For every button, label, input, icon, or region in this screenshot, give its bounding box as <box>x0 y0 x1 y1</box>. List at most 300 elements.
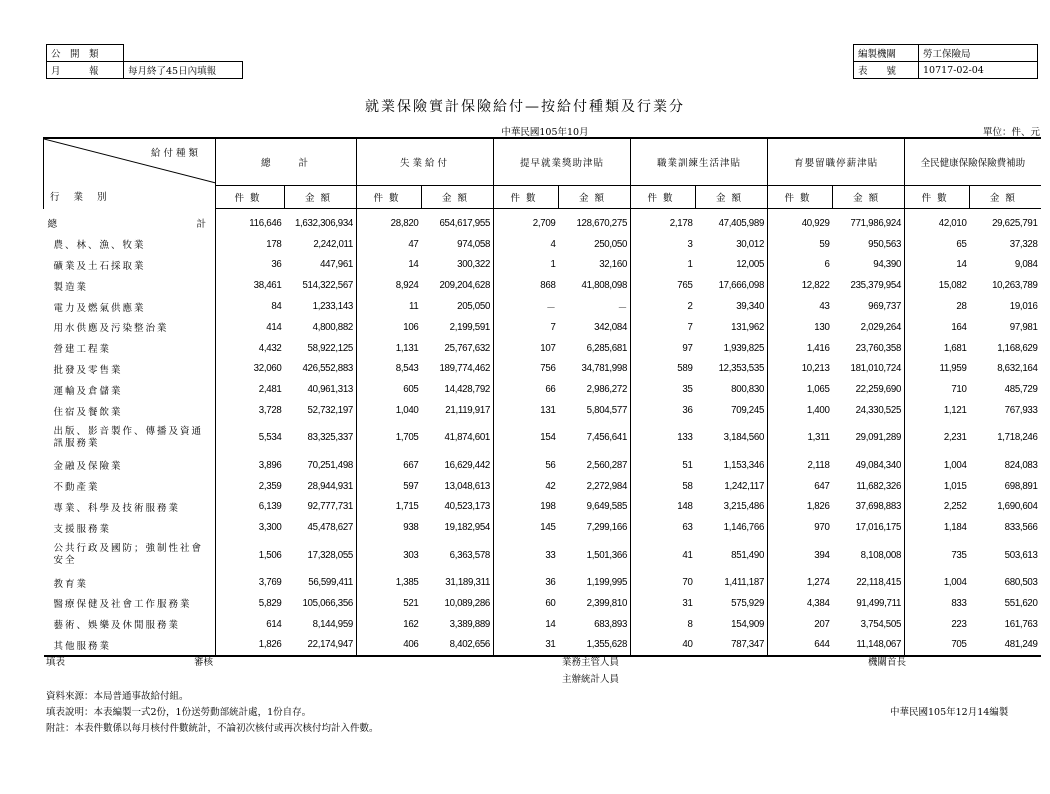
amount-cell: 47,405,989 <box>718 217 765 229</box>
amount-cell: 3,215,486 <box>723 501 765 513</box>
amount-cell: 342,084 <box>594 321 628 333</box>
amount-cell: 58,922,125 <box>307 342 354 354</box>
footer-statistician: 主辦統計人員 <box>562 674 620 685</box>
count-cell: 40,929 <box>768 209 833 234</box>
sub-header-count: 件數 <box>768 186 833 209</box>
count-cell: 145 <box>494 517 559 538</box>
amount-cell: 25,767,632 <box>444 342 491 354</box>
footer-notes: 填表說明：本表編製一式2份，1份送勞動部統計處，1份自存。 <box>46 707 312 718</box>
amount-cell: 12,353,535 <box>718 363 765 375</box>
amount-cell: 851,490 <box>731 549 765 561</box>
table-row <box>44 572 1041 593</box>
count-cell: 2,709 <box>494 209 559 234</box>
amount-cell: 2,986,272 <box>586 384 628 396</box>
table-row <box>44 209 1041 234</box>
count-cell: 10,213 <box>768 359 833 380</box>
amount-cell: 235,379,954 <box>850 280 902 292</box>
amount-cell: 2,029,264 <box>860 321 902 333</box>
count-cell: 710 <box>905 379 970 400</box>
industry-name: 住宿及餐飲業 <box>53 406 123 418</box>
amount-cell: 41,874,601 <box>444 432 491 444</box>
amount-cell: 833,566 <box>1004 522 1038 534</box>
amount-cell: 94,390 <box>873 259 902 271</box>
industry-name: 支援服務業 <box>53 523 112 535</box>
amount-cell: 37,698,883 <box>855 501 902 513</box>
header-right-label-1: 編製機關 <box>854 45 919 62</box>
count-cell: 47 <box>357 234 422 255</box>
count-cell: 394 <box>768 538 833 572</box>
count-cell: 36 <box>216 255 285 276</box>
count-cell: 60 <box>494 593 559 614</box>
count-cell: 11,959 <box>905 359 970 380</box>
industry-name: 營建工程業 <box>53 344 112 356</box>
amount-cell: 17,328,055 <box>307 549 354 561</box>
count-cell: 31 <box>494 635 559 657</box>
amount-cell: 485,729 <box>1004 384 1038 396</box>
benefit-table <box>43 137 1041 657</box>
count-cell: 42,010 <box>905 209 970 234</box>
count-cell: 414 <box>216 317 285 338</box>
amount-cell: 10,089,286 <box>444 597 491 609</box>
amount-cell: 2,399,810 <box>586 597 628 609</box>
amount-cell: 1,411,187 <box>724 577 765 589</box>
count-cell: 3,300 <box>216 517 285 538</box>
count-cell: 223 <box>905 614 970 635</box>
count-cell: 15,082 <box>905 275 970 296</box>
table-row <box>44 275 1041 296</box>
count-cell: 31 <box>631 593 696 614</box>
count-cell: 12,822 <box>768 275 833 296</box>
sub-header-count: 件數 <box>216 186 285 209</box>
count-cell: 65 <box>905 234 970 255</box>
amount-cell: 9,649,585 <box>586 501 628 513</box>
count-cell: 59 <box>768 234 833 255</box>
count-cell: 521 <box>357 593 422 614</box>
amount-cell: 131,962 <box>731 321 765 333</box>
count-cell: 198 <box>494 497 559 518</box>
amount-cell: 19,182,954 <box>444 522 491 534</box>
count-cell: 14 <box>905 255 970 276</box>
table-row <box>44 455 1041 476</box>
count-cell: 8 <box>631 614 696 635</box>
unit-label: 單位：件、元 <box>982 127 1040 138</box>
report-date: 中華民國105年10月 <box>501 127 589 138</box>
count-cell: 148 <box>631 497 696 518</box>
count-cell: 58 <box>631 476 696 497</box>
count-cell: 3 <box>631 234 696 255</box>
sub-header-amount: 金額 <box>559 186 631 209</box>
amount-cell: 2,272,984 <box>586 480 628 492</box>
amount-cell: 4,800,882 <box>312 321 354 333</box>
amount-cell: 37,328 <box>1009 238 1038 250</box>
amount-cell: 1,718,246 <box>997 432 1038 444</box>
sub-header-amount: 金額 <box>696 186 768 209</box>
amount-cell: 250,050 <box>594 238 628 250</box>
count-cell: 6,139 <box>216 497 285 518</box>
count-cell: 644 <box>768 635 833 657</box>
group-header-parental: 育嬰留職停薪津貼 <box>768 138 905 186</box>
amount-cell: 1,690,604 <box>997 501 1038 513</box>
total-label-left: 總 <box>47 219 58 231</box>
amount-cell: 10,263,789 <box>992 280 1038 292</box>
count-cell: 2,178 <box>631 209 696 234</box>
corner-benefit-type: 給付種類 <box>150 148 201 159</box>
header-left-value-1 <box>124 45 243 62</box>
amount-cell: 481,249 <box>970 635 1041 657</box>
amount-cell: 5,804,577 <box>586 405 628 417</box>
count-cell: 735 <box>905 538 970 572</box>
amount-cell: 1,501,366 <box>586 549 628 561</box>
amount-cell: 23,760,358 <box>855 342 902 354</box>
industry-name <box>44 209 216 234</box>
header-right-box <box>853 44 1038 79</box>
amount-cell: － <box>617 302 628 314</box>
amount-cell: 1,355,628 <box>559 635 631 657</box>
amount-cell: 824,083 <box>1004 459 1038 471</box>
amount-cell: 17,666,098 <box>718 280 765 292</box>
amount-cell: 767,933 <box>1004 405 1038 417</box>
count-cell: 107 <box>494 338 559 359</box>
count-cell: 3,728 <box>216 400 285 421</box>
amount-cell: 6,363,578 <box>449 549 491 561</box>
count-cell: 14 <box>357 255 422 276</box>
industry-name: 電力及燃氣供應業 <box>53 302 146 314</box>
count-cell: 1 <box>631 255 696 276</box>
amount-cell: 31,189,311 <box>445 577 491 589</box>
count-cell: 7 <box>631 317 696 338</box>
amount-cell: 2,242,011 <box>313 238 354 250</box>
industry-name: 運輸及倉儲業 <box>53 385 123 397</box>
industry-name: 藝術、娛樂及休閒服務業 <box>53 620 181 632</box>
amount-cell: 21,119,917 <box>445 405 491 417</box>
industry-name: 製造業 <box>53 281 89 293</box>
count-cell: 1,385 <box>357 572 422 593</box>
count-cell: 1 <box>494 255 559 276</box>
amount-cell: 12,005 <box>736 259 765 271</box>
amount-cell: 22,174,947 <box>285 635 357 657</box>
amount-cell: 22,259,690 <box>855 384 902 396</box>
count-cell: 41 <box>631 538 696 572</box>
count-cell: 40 <box>631 635 696 657</box>
amount-cell: 787,347 <box>696 635 768 657</box>
count-cell: 2,118 <box>768 455 833 476</box>
count-cell: 51 <box>631 455 696 476</box>
count-cell: 1,004 <box>905 572 970 593</box>
count-cell: 14 <box>494 614 559 635</box>
amount-cell: 1,146,766 <box>723 522 765 534</box>
amount-cell: 8,632,164 <box>997 363 1038 375</box>
table-row <box>44 338 1041 359</box>
amount-cell: 1,199,995 <box>586 577 628 589</box>
count-cell: 2,231 <box>905 421 970 455</box>
amount-cell: 91,499,711 <box>856 597 902 609</box>
count-cell: 938 <box>357 517 422 538</box>
count-cell: 4 <box>494 234 559 255</box>
industry-name: 金融及保險業 <box>53 461 123 473</box>
count-cell: 868 <box>494 275 559 296</box>
footer-remark: 附註：本表件數係以每月核付件數統計，不論初次核付或再次核付均計入件數。 <box>46 723 379 734</box>
count-cell: 154 <box>494 421 559 455</box>
amount-cell: 19,016 <box>1009 301 1038 313</box>
industry-name: 公共行政及國防；強制性社會安全 <box>53 543 204 567</box>
group-header-total: 總 計 <box>216 138 357 186</box>
footer-reviewer: 審核 <box>194 657 214 668</box>
amount-cell: 24,330,525 <box>855 405 902 417</box>
amount-cell: 205,050 <box>457 301 491 313</box>
count-cell: 1,274 <box>768 572 833 593</box>
amount-cell: 426,552,883 <box>302 363 354 375</box>
amount-cell: 40,961,313 <box>307 384 354 396</box>
count-cell: 6 <box>768 255 833 276</box>
count-cell: 8,543 <box>357 359 422 380</box>
table-row <box>44 379 1041 400</box>
table-row <box>44 296 1041 317</box>
count-cell: 1,184 <box>905 517 970 538</box>
count-cell: 162 <box>357 614 422 635</box>
amount-cell: 154,909 <box>731 618 765 630</box>
corner-industry: 行業別 <box>50 192 121 203</box>
industry-name: 教育業 <box>53 578 89 590</box>
table-row <box>44 234 1041 255</box>
table-corner <box>44 138 216 209</box>
count-cell: 1,826 <box>216 635 285 657</box>
count-cell: 406 <box>357 635 422 657</box>
sub-header-count: 件數 <box>357 186 422 209</box>
count-cell: 647 <box>768 476 833 497</box>
industry-name: 礦業及土石採取業 <box>53 260 146 272</box>
sub-header-count: 件數 <box>905 186 970 209</box>
count-cell: 1,004 <box>905 455 970 476</box>
count-cell: 1,506 <box>216 538 285 572</box>
count-cell: 32,060 <box>216 359 285 380</box>
sub-header-amount: 金額 <box>422 186 494 209</box>
amount-cell: 28,944,931 <box>307 480 354 492</box>
count-cell: 614 <box>216 614 285 635</box>
amount-cell: 3,184,560 <box>723 432 765 444</box>
industry-name: 出版、影音製作、傳播及資通訊服務業 <box>53 425 204 449</box>
count-cell: 4,432 <box>216 338 285 359</box>
amount-cell: 11,682,326 <box>856 480 902 492</box>
amount-cell: 1,242,117 <box>724 480 765 492</box>
amount-cell: 34,781,998 <box>581 363 628 375</box>
industry-name: 醫療保健及社會工作服務業 <box>53 599 192 611</box>
amount-cell: 8,402,656 <box>422 635 494 657</box>
count-cell: 106 <box>357 317 422 338</box>
count-cell: 36 <box>631 400 696 421</box>
amount-cell: 7,299,166 <box>586 522 628 534</box>
sub-header-amount: 金額 <box>285 186 357 209</box>
amount-cell: 30,012 <box>736 238 765 250</box>
industry-name: 用水供應及污染整治業 <box>53 323 169 335</box>
count-cell: 765 <box>631 275 696 296</box>
industry-name: 專業、科學及技術服務業 <box>53 502 181 514</box>
page-title: 就業保險實計保險給付—按給付種類及行業分 <box>365 99 685 115</box>
table-row <box>44 538 1041 572</box>
amount-cell: 39,340 <box>736 301 765 313</box>
amount-cell: 17,016,175 <box>855 522 902 534</box>
table-body <box>44 209 1041 657</box>
amount-cell: 6,285,681 <box>586 342 628 354</box>
count-cell: 1,400 <box>768 400 833 421</box>
count-cell: 605 <box>357 379 422 400</box>
count-cell: － <box>494 296 559 317</box>
footer-head: 機關首長 <box>868 657 907 668</box>
amount-cell: 70,251,498 <box>307 459 354 471</box>
industry-name: 不動產業 <box>53 482 100 494</box>
amount-cell: 8,108,008 <box>860 549 902 561</box>
table-row <box>44 593 1041 614</box>
count-cell: 207 <box>768 614 833 635</box>
table-row <box>44 317 1041 338</box>
amount-cell: 1,632,306,934 <box>294 217 354 229</box>
count-cell: 1,826 <box>768 497 833 518</box>
count-cell: 970 <box>768 517 833 538</box>
industry-name: 農、林、漁、牧業 <box>53 240 146 252</box>
table-row <box>44 400 1041 421</box>
amount-cell: 14,428,792 <box>444 384 491 396</box>
count-cell: 3,769 <box>216 572 285 593</box>
header-right-label-2: 表 號 <box>854 62 919 79</box>
count-cell: 28 <box>905 296 970 317</box>
count-cell: 756 <box>494 359 559 380</box>
amount-cell: 128,670,275 <box>576 217 628 229</box>
header-left-label-1: 公 開 類 <box>47 45 124 62</box>
amount-cell: 514,322,567 <box>302 280 354 292</box>
amount-cell: 92,777,731 <box>307 501 354 513</box>
amount-cell: 83,325,337 <box>307 432 354 444</box>
count-cell: 35 <box>631 379 696 400</box>
amount-cell: 40,523,173 <box>444 501 491 513</box>
footer-compiled-date: 中華民國105年12月14編製 <box>890 707 1009 718</box>
amount-cell: 11,148,067 <box>833 635 905 657</box>
count-cell: 1,705 <box>357 421 422 455</box>
count-cell: 66 <box>494 379 559 400</box>
table-row <box>44 255 1041 276</box>
count-cell: 1,065 <box>768 379 833 400</box>
count-cell: 8,924 <box>357 275 422 296</box>
count-cell: 1,131 <box>357 338 422 359</box>
count-cell: 1,681 <box>905 338 970 359</box>
count-cell: 178 <box>216 234 285 255</box>
count-cell: 597 <box>357 476 422 497</box>
amount-cell: 45,478,627 <box>307 522 354 534</box>
total-label-right: 計 <box>196 219 206 231</box>
amount-cell: 161,763 <box>1004 618 1038 630</box>
amount-cell: 950,563 <box>868 238 902 250</box>
amount-cell: 56,599,411 <box>308 577 354 589</box>
amount-cell: 29,091,289 <box>855 432 902 444</box>
amount-cell: 447,961 <box>320 259 354 271</box>
amount-cell: 1,153,346 <box>723 459 765 471</box>
count-cell: 1,715 <box>357 497 422 518</box>
amount-cell: 969,737 <box>868 301 902 313</box>
amount-cell: 654,617,955 <box>439 217 491 229</box>
table-row <box>44 476 1041 497</box>
count-cell: 705 <box>905 635 970 657</box>
amount-cell: 503,613 <box>1004 549 1038 561</box>
table-row <box>44 421 1041 455</box>
amount-cell: 698,891 <box>1004 480 1038 492</box>
group-header-training: 職業訓練生活津貼 <box>631 138 768 186</box>
count-cell: 1,311 <box>768 421 833 455</box>
count-cell: 33 <box>494 538 559 572</box>
count-cell: 84 <box>216 296 285 317</box>
header-right-value-2: 10717-02-04 <box>919 62 1038 79</box>
amount-cell: 209,204,628 <box>439 280 491 292</box>
count-cell: 3,896 <box>216 455 285 476</box>
footer-supervisor: 業務主管人員 <box>562 657 620 668</box>
sub-header-amount: 金額 <box>970 186 1041 209</box>
count-cell: 43 <box>768 296 833 317</box>
count-cell: 131 <box>494 400 559 421</box>
industry-name: 其他服務業 <box>44 635 216 657</box>
amount-cell: 2,199,591 <box>449 321 491 333</box>
count-cell: 589 <box>631 359 696 380</box>
footer-source: 資料來源：本局普通事故給付組。 <box>46 691 189 702</box>
amount-cell: 771,986,924 <box>850 217 902 229</box>
amount-cell: 41,808,098 <box>581 280 628 292</box>
amount-cell: 7,456,641 <box>586 432 628 444</box>
amount-cell: 709,245 <box>731 405 765 417</box>
amount-cell: 3,754,505 <box>860 618 902 630</box>
count-cell: 130 <box>768 317 833 338</box>
header-left-label-2: 月 報 <box>47 62 124 79</box>
industry-name: 批發及零售業 <box>53 364 123 376</box>
amount-cell: 680,503 <box>1004 577 1038 589</box>
count-cell: 7 <box>494 317 559 338</box>
amount-cell: 1,233,143 <box>312 301 354 313</box>
count-cell: 1,121 <box>905 400 970 421</box>
group-header-reemployment: 提早就業獎助津貼 <box>494 138 631 186</box>
count-cell: 2,252 <box>905 497 970 518</box>
count-cell: 1,416 <box>768 338 833 359</box>
amount-cell: 800,830 <box>731 384 765 396</box>
footer-filler: 填表 <box>46 657 66 668</box>
count-cell: 42 <box>494 476 559 497</box>
count-cell: 2,481 <box>216 379 285 400</box>
count-cell: 38,461 <box>216 275 285 296</box>
amount-cell: 29,625,791 <box>992 217 1038 229</box>
amount-cell: 9,084 <box>1014 259 1038 271</box>
amount-cell: 97,981 <box>1009 321 1038 333</box>
amount-cell: 1,168,629 <box>997 342 1038 354</box>
count-cell: 5,534 <box>216 421 285 455</box>
header-left-box <box>46 44 243 79</box>
amount-cell: 13,048,613 <box>444 480 491 492</box>
count-cell: 5,829 <box>216 593 285 614</box>
amount-cell: 551,620 <box>1004 597 1038 609</box>
count-cell: 116,646 <box>216 209 285 234</box>
sub-header-amount: 金額 <box>833 186 905 209</box>
count-cell: 11 <box>357 296 422 317</box>
count-cell: 164 <box>905 317 970 338</box>
count-cell: 1,040 <box>357 400 422 421</box>
count-cell: 4,384 <box>768 593 833 614</box>
amount-cell: 52,732,197 <box>307 405 354 417</box>
count-cell: 133 <box>631 421 696 455</box>
count-cell: 70 <box>631 572 696 593</box>
amount-cell: 8,144,959 <box>312 618 354 630</box>
header-left-value-2: 每月終了45日內填報 <box>124 62 243 79</box>
table-row <box>44 614 1041 635</box>
amount-cell: 32,160 <box>599 259 628 271</box>
table-row <box>44 497 1041 518</box>
count-cell: 2 <box>631 296 696 317</box>
amount-cell: 49,084,340 <box>855 459 902 471</box>
amount-cell: 683,893 <box>594 618 628 630</box>
group-header-unemployment: 失業給付 <box>357 138 494 186</box>
count-cell: 97 <box>631 338 696 359</box>
